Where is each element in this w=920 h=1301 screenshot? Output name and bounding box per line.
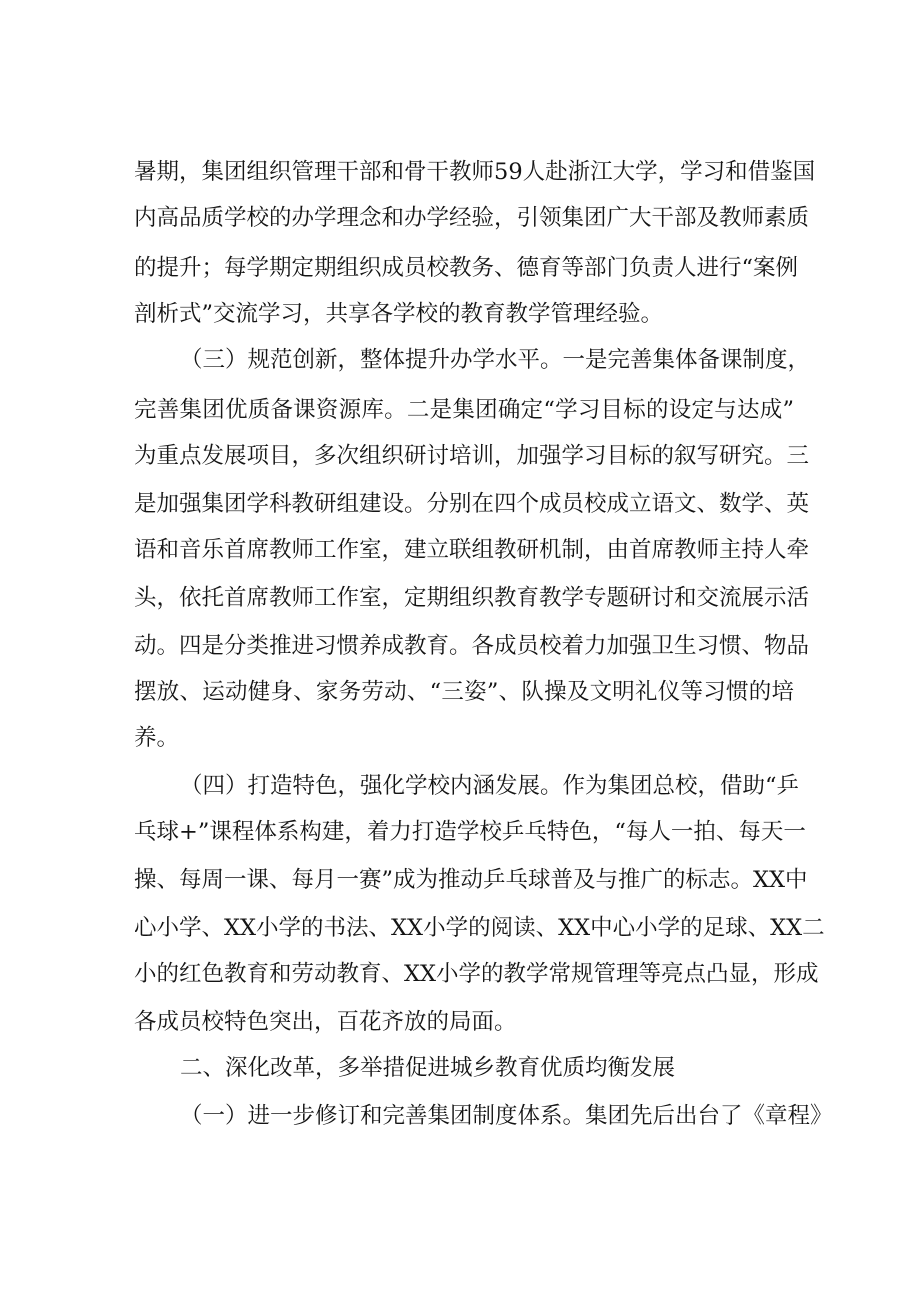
paragraph-three-start: （三）规范创新，整体提升办学水平。一是完善集体备课制度，: [180, 347, 811, 373]
paragraph-one-start: （一）进一步修订和完善集团制度体系。集团先后出台了《章程》: [180, 1103, 833, 1129]
text-line-10: 头，依托首席教师工作室，定期组织教育教学专题研讨和交流展示活: [134, 585, 810, 611]
text-line-8: 是加强集团学科教研组建设。分别在四个成员校成立语文、数学、英: [134, 491, 810, 517]
text-line-18: 小的红色教育和劳动教育、XX小学的教学常规管理等亮点凸显，形成: [134, 961, 819, 987]
text-line-13: 养。: [134, 725, 180, 751]
text-line-12: 摆放、运动健身、家务劳动、“三姿”、队操及文明礼仪等习惯的培: [134, 679, 794, 705]
text-line-11: 动。四是分类推进习惯养成教育。各成员校着力加强卫生习惯、物品: [134, 633, 810, 659]
text-line-6: 完善集团优质备课资源库。二是集团确定“学习目标的设定与达成”: [134, 397, 794, 423]
paragraph-four-start: （四）打造特色，强化学校内涵发展。作为集团总校，借助“乒: [180, 773, 800, 799]
text-line-3: 的提升；每学期定期组织成员校教务、德育等部门负责人进行“案例: [134, 255, 799, 281]
text-line-19: 各成员校特色突出，百花齐放的局面。: [134, 1009, 517, 1035]
text-line-4: 剖析式”交流学习，共享各学校的教育教学管理经验。: [134, 301, 664, 327]
text-line-15: 乓球+”课程体系构建，着力打造学校乒乓特色，“每人一拍、每天一: [134, 819, 806, 845]
text-line-2: 内高品质学校的办学理念和办学经验，引领集团广大干部及教师素质: [134, 205, 810, 231]
text-line-1: 暑期，集团组织管理干部和骨干教师59人赴浙江大学，学习和借鉴国: [134, 159, 816, 185]
text-line-9: 语和音乐首席教师工作室，建立联组教研机制，由首席教师主持人牵: [134, 537, 810, 563]
text-line-7: 为重点发展项目，多次组织研讨培训，加强学习目标的叙写研究。三: [134, 443, 810, 469]
text-line-16: 操、每周一课、每月一赛”成为推动乒乓球普及与推广的标志。XX中: [134, 867, 808, 893]
section-heading: 二、深化改革，多举措促进城乡教育优质均衡发展: [180, 1055, 676, 1081]
text-line-17: 心小学、XX小学的书法、XX小学的阅读、XX中心小学的足球、XX二: [134, 915, 825, 941]
